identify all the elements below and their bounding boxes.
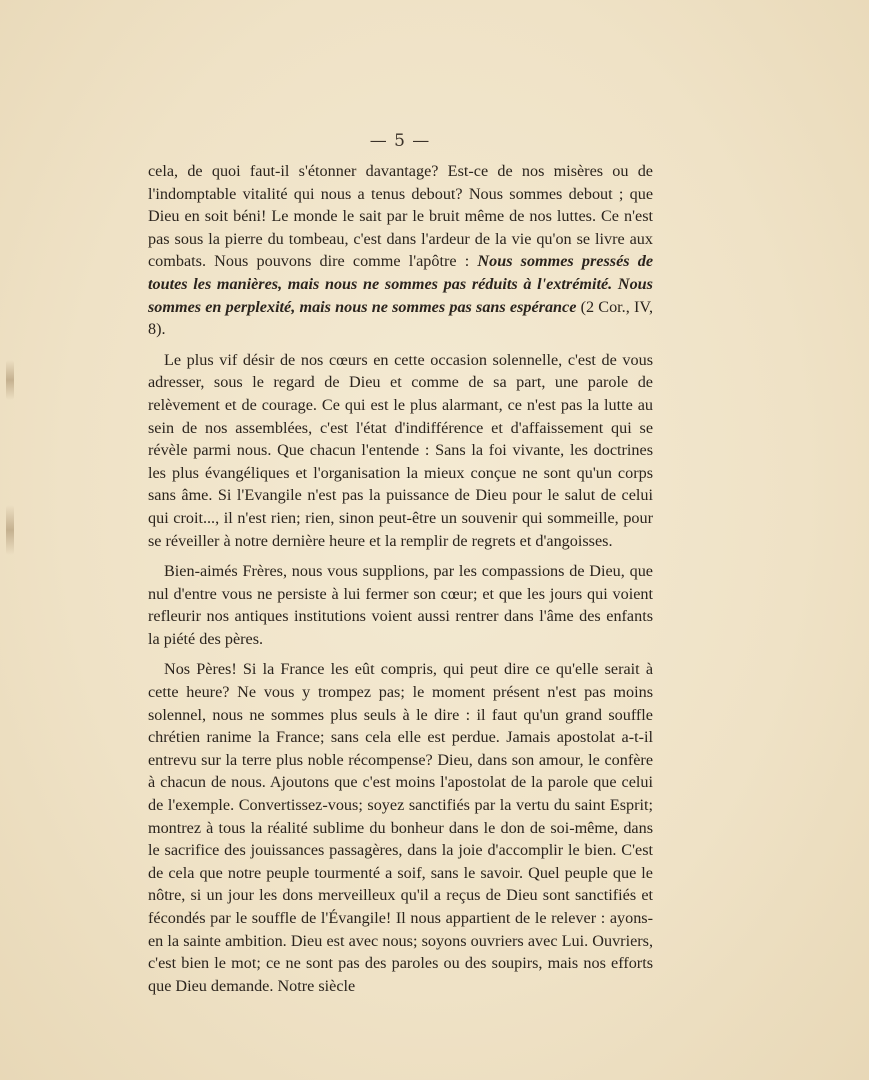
paragraph-4: Nos Pères! Si la France les eût compris, qui peut dire ce qu'elle serait à cette heure? Ne vous y trompez pas; le moment présent n'est pas moins solennel, nous ne sommes plus seuls à le dire : il faut qu'un grand souffle chrétien ranime la France; sans cela elle est perdue. Jamais apostolat a-t-il entrevu sur la terre plus noble récompense? Dieu, dans son amour, le confère à chacun de nous. Ajoutons que c'est moins l'apostolat de la parole que celui de l'exemple. Convertissez-vous; soyez sanctifiés par la vertu du saint Esprit; montrez à tous la réalité sublime du bonheur dans le don de soi-même, dans le sacrifice des jouissances passagères, dans la joie d'accomplir le bien. C'est de cela que notre peuple tourmenté a soif, sans le savoir. Quel peuple que le nôtre, si un jour les dons merveilleux qu'il a reçus de Dieu sont sanctifiés et fécondés par le souffle de l'Évangile! Il nous appartient de le relever : ayons-en la sainte ambition. Dieu est avec nous; soyons ouvriers avec Lui. Ouvriers, c'est bien le mot; ce ne sont pas des paroles ou des soupirs, mais nos efforts que Dieu demande. Notre siècle — [148, 660, 653, 995]
scripture-reference: (2 Cor., IV, 8). — [148, 297, 653, 339]
binding-stain — [6, 505, 14, 555]
paragraph-text: cela, de quoi faut-il s'étonner davantage? Est-ce de nos misères ou de l'indomptable vitalité qui nous a tenus debout? Nous sommes debout ; que Dieu en soit béni! Le monde le sait par le bruit même de nos luttes. Ce n'est pas sous la pierre du tombeau, c'est dans l'ardeur de la vie qu'on se livre aux combats. Nous pouvons dire comme l'apôtre : — [148, 162, 653, 271]
scripture-quote: Nous sommes pressés de toutes les manières, mais nous ne sommes pas réduits à l'extrémité. Nous sommes en perplexité, mais nous ne sommes pas sans espérance — [148, 252, 654, 316]
paragraph-3: Bien-aimés Frères, nous vous supplions, par les compassions de Dieu, que nul d'entre vous ne persiste à lui fermer son cœur; et que les jours qui voient refleurir nos antiques institutions voient aussi rentrer dans l'âme des enfants la piété des pères. — [148, 562, 653, 648]
body-text — [148, 160, 653, 1005]
paragraph-1 — [148, 160, 653, 341]
binding-stain — [6, 360, 14, 400]
paragraph-2: Le plus vif désir de nos cœurs en cette occasion solennelle, c'est de vous adresser, sous le regard de Dieu et comme de sa part, une parole de relèvement et de courage. Ce qui est le plus alarmant, ce n'est pas la lutte au sein de nos assemblées, c'est l'état d'indifférence et d'affaissement qui se révèle parmi nous. Que chacun l'entende : Sans la foi vivante, les doctrines les plus évangéliques et l'organisation la mieux conçue ne sont qu'un corps sans âme. Si l'Evangile n'est pas la puissance de Dieu pour le salut de celui qui croit..., il n'est rien; rien, sinon peut-être un souvenir qui sommeille, pour se réveiller à notre dernière heure et la remplir de regrets et d'angoisses. — [148, 350, 653, 550]
page-number: — 5 — — [369, 131, 431, 151]
